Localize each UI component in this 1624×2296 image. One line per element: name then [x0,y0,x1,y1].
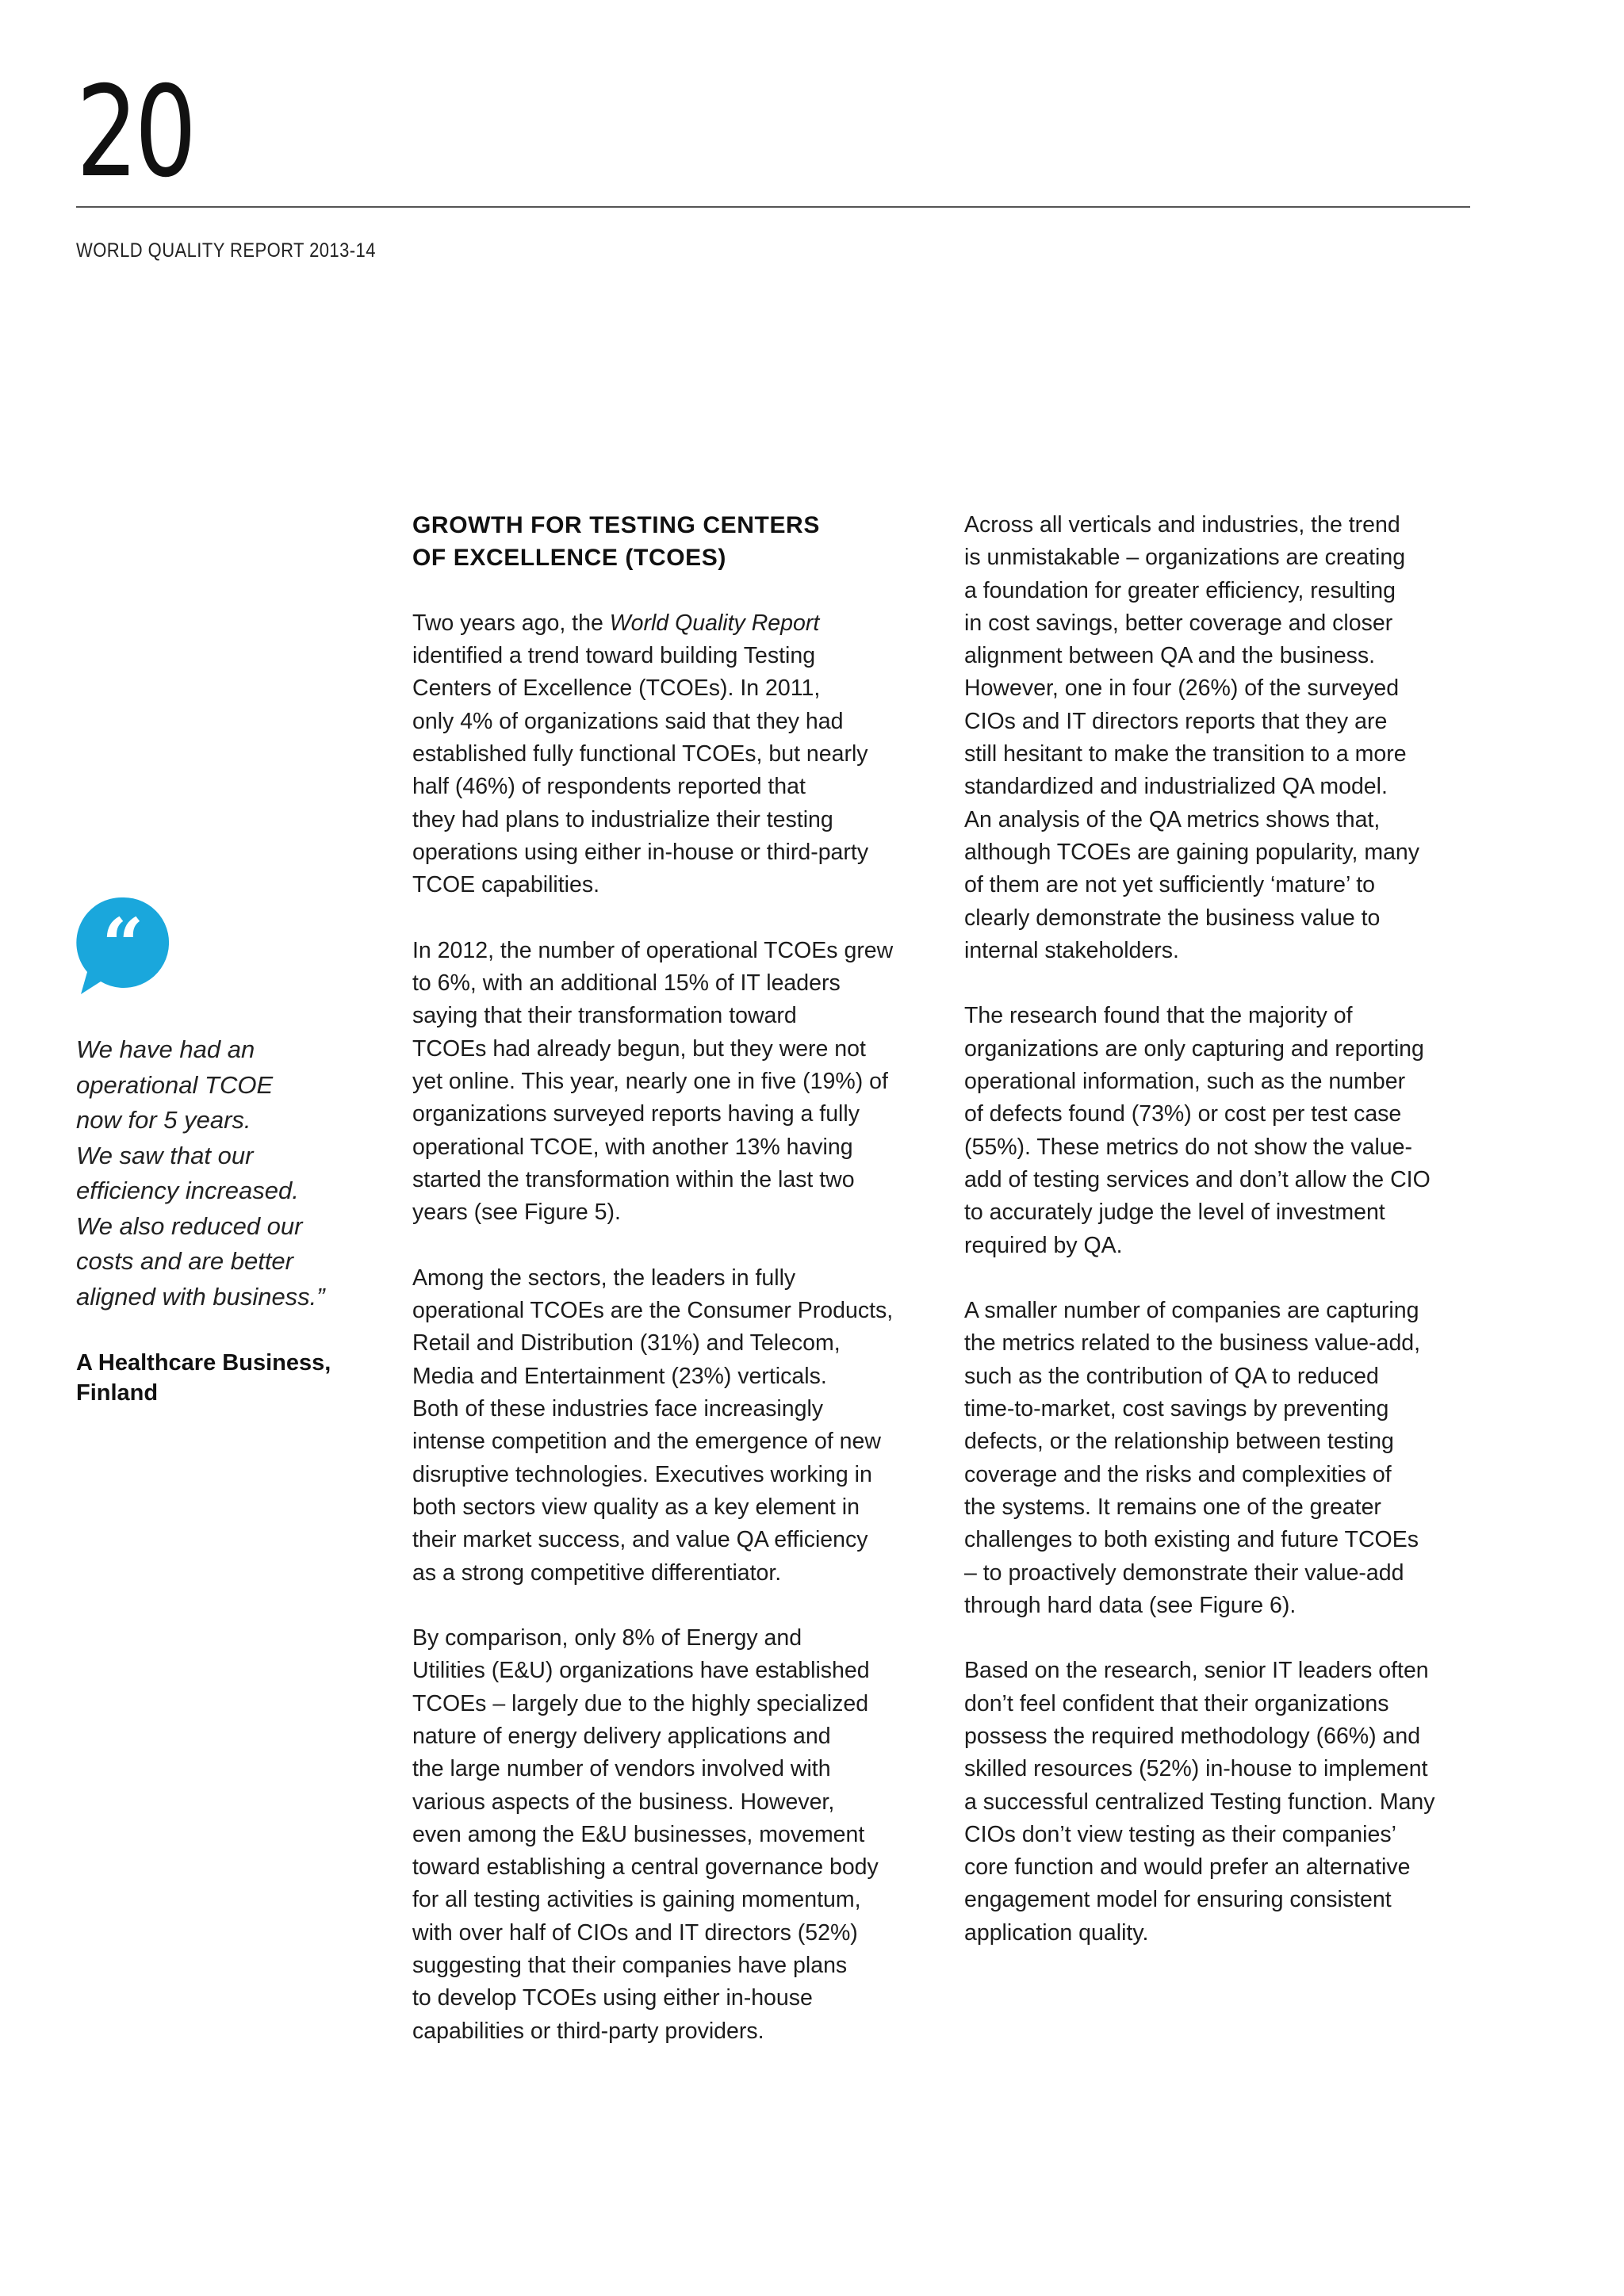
paragraph [964,1000,1519,1261]
paragraph-line: intense competition and the emergence of new [412,1429,881,1455]
paragraph-line: operations using either in-house or third-party [412,839,869,865]
quote-line: now for 5 years. [76,1106,251,1134]
paragraph-line: alignment between QA and the business. [964,643,1376,669]
paragraph-line: operational TCOE, with another 13% having [412,1134,853,1160]
paragraph-line: in cost savings, better coverage and closer [964,610,1393,636]
paragraph [964,509,1519,967]
paragraph-line: the systems. It remains one of the greater [964,1494,1381,1520]
paragraph [412,1622,967,2048]
paragraph-line: they had plans to industrialize their testing [412,806,833,832]
paragraph-line: Among the sectors, the leaders in fully [412,1265,796,1291]
heading-line: OF EXCELLENCE (TCOES) [412,545,726,572]
paragraph-line: with over half of CIOs and IT directors (52%) [412,1919,858,1946]
paragraph-line: organizations surveyed reports having a fully [412,1101,860,1127]
paragraph-line: toward establishing a central governance body [412,1854,879,1881]
quote-line: We have had an [76,1035,255,1063]
paragraph-line: A smaller number of companies are capturing [964,1298,1419,1324]
quote-line: We saw that our [76,1141,254,1169]
paragraph-line: Utilities (E&U) organizations have established [412,1658,870,1684]
paragraph-line: the large number of vendors involved with [412,1756,831,1782]
paragraph-line: the metrics related to the business value-add, [964,1330,1421,1357]
paragraph-line: standardized and industrialized QA model. [964,774,1388,800]
paragraph-line: started the transformation within the last two [412,1166,855,1192]
paragraph-line: suggesting that their companies have plans [412,1953,848,1979]
paragraph-line: application quality. [964,1919,1149,1946]
paragraph-line: TCOEs had already begun, but they were not [412,1035,866,1062]
paragraph-line: as a strong competitive differentiator. [412,1559,782,1586]
paragraph-line: However, one in four (26%) of the surveyed [964,675,1400,702]
paragraph-line: various aspects of the business. However, [412,1789,835,1815]
quote-attribution [76,1348,362,1408]
paragraph-line: yet online. This year, nearly one in five (19%) of [412,1069,888,1095]
svg-text:“: “ [102,902,144,988]
paragraph-line: Centers of Excellence (TCOEs). In 2011, [412,675,821,702]
paragraph [412,935,967,1230]
paragraph-line: An analysis of the QA metrics shows that, [964,806,1381,832]
paragraph-line: both sectors view quality as a key element in [412,1494,860,1520]
paragraph [964,1295,1519,1622]
line-text: Two years ago, the [412,610,610,636]
paragraph-line: although TCOEs are gaining popularity, many [964,839,1420,865]
paragraph-line: identified a trend toward building Testing [412,643,816,669]
paragraph-line: operational information, such as the number [964,1069,1406,1095]
paragraph-line: internal stakeholders. [964,937,1179,963]
paragraph-line: to 6%, with an additional 15% of IT leaders [412,970,841,997]
paragraph-line: don’t feel confident that their organizations [964,1690,1389,1716]
paragraph-line: Both of these industries face increasingly [412,1396,824,1422]
heading-line: GROWTH FOR TESTING CENTERS [412,512,820,538]
paragraph [412,1262,967,1590]
quote-line: efficiency increased. [76,1177,299,1204]
paragraph-line: nature of energy delivery applications and [412,1723,831,1749]
quote-line: We also reduced our [76,1211,303,1240]
paragraph-line: add of testing services and don’t allow the CIO [964,1166,1431,1192]
paragraph-line: Across all verticals and industries, the trend [964,512,1400,538]
paragraph-line: clearly demonstrate the business value to [964,905,1381,931]
paragraph-line: capabilities or third-party providers. [412,2018,764,2044]
paragraph-line: their market success, and value QA efficiency [412,1527,868,1553]
report-title-italic: World Quality Report [609,610,820,636]
paragraph-line: coverage and the risks and complexities of [964,1461,1392,1487]
paragraph-line: possess the required methodology (66%) and [964,1723,1421,1749]
paragraph-line: Media and Entertainment (23%) verticals. [412,1363,827,1389]
paragraph-line: TCOE capabilities. [412,872,600,898]
paragraph-line: By comparison, only 8% of Energy and [412,1625,802,1651]
paragraph-line: TCOEs – largely due to the highly specialized [412,1690,869,1716]
paragraph-line [412,607,967,640]
paragraph-line: In 2012, the number of operational TCOEs grew [412,937,894,963]
paragraph-line: still hesitant to make the transition to a more [964,741,1407,767]
right-column [964,509,1519,1982]
paragraph-line: only 4% of organizations said that they had [412,708,844,734]
paragraph-line: Retail and Distribution (31%) and Telecom, [412,1330,841,1357]
paragraph-line: years (see Figure 5). [412,1200,621,1226]
speech-bubble-quote-icon [76,896,170,994]
paragraph-line: organizations are only capturing and reporting [964,1035,1424,1062]
paragraph-line: established fully functional TCOEs, but nearly [412,741,868,767]
paragraph-line: – to proactively demonstrate their value-add [964,1559,1404,1586]
paragraph-line: saying that their transformation toward [412,1003,797,1029]
report-title: WORLD QUALITY REPORT 2013-14 [76,239,376,262]
paragraph-line: for all testing activities is gaining momentum, [412,1887,861,1913]
paragraph-line: of defects found (73%) or cost per test case [964,1101,1402,1127]
attribution-line: Finland [76,1380,159,1406]
pull-quote [76,1032,362,1314]
section-heading [412,509,967,575]
left-column [412,509,967,2080]
paragraph-line: CIOs and IT directors reports that they are [964,708,1388,734]
paragraph-line: through hard data (see Figure 6). [964,1592,1297,1618]
paragraph-line: defects, or the relationship between testing [964,1429,1394,1455]
paragraph [964,1655,1519,1950]
paragraph-line: engagement model for ensuring consistent [964,1887,1392,1913]
paragraph-line: of them are not yet sufficiently ‘mature’ to [964,872,1375,898]
attribution-line: A Healthcare Business, [76,1350,331,1376]
quote-line: aligned with business.” [76,1282,325,1311]
paragraph-line: to develop TCOEs using either in-house [412,1985,813,2011]
paragraph-line: is unmistakable – organizations are creating [964,545,1406,571]
paragraph-line: operational TCOEs are the Consumer Products, [412,1298,894,1324]
paragraph-line: core function and would prefer an alternative [964,1854,1411,1881]
paragraph-line: to accurately judge the level of investment [964,1200,1385,1226]
paragraph-line: skilled resources (52%) in-house to implement [964,1756,1428,1782]
paragraph-line: a successful centralized Testing function. Many [964,1789,1435,1815]
paragraph [412,607,967,902]
paragraph-line: The research found that the majority of [964,1003,1353,1029]
page-number: 20 [76,59,193,205]
paragraph-line: required by QA. [964,1232,1123,1258]
paragraph-line: challenges to both existing and future TCOEs [964,1527,1419,1553]
paragraph-line: Based on the research, senior IT leaders often [964,1658,1429,1684]
paragraph-line: half (46%) of respondents reported that [412,774,806,800]
quote-line: costs and are better [76,1247,293,1275]
paragraph-line: a foundation for greater efficiency, resulting [964,577,1396,603]
paragraph-line: such as the contribution of QA to reduced [964,1363,1379,1389]
quote-line: operational TCOE [76,1070,274,1099]
paragraph-line: time-to-market, cost savings by preventing [964,1396,1389,1422]
paragraph-line: disruptive technologies. Executives working in [412,1461,872,1487]
paragraph-line: (55%). These metrics do not show the value- [964,1134,1412,1160]
header-divider [76,206,1470,208]
paragraph-line: even among the E&U businesses, movement [412,1821,865,1847]
paragraph-line: CIOs don’t view testing as their companies’ [964,1821,1396,1847]
